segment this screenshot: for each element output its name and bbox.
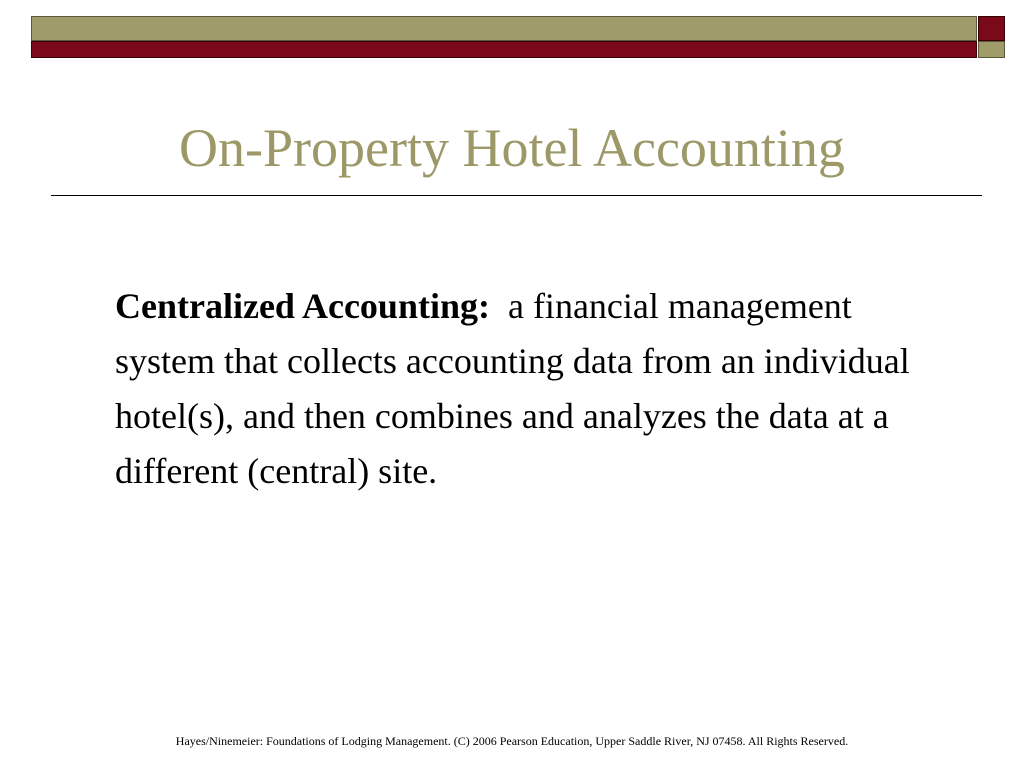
header-band-olive [31,16,977,41]
definition-paragraph [115,279,945,499]
slide-title: On-Property Hotel Accounting [179,118,845,178]
definition-term: Centralized Accounting: [115,286,490,326]
definition-text: a financial management system that collects accounting data from an individual hotel(s), and then combines and analyzes the data at a different (central) site. [115,286,910,491]
header-corner-olive [978,41,1005,58]
title-divider [51,195,982,196]
footer-copyright: Hayes/Ninemeier: Foundations of Lodging Management. (C) 2006 Pearson Education, Upper Saddle River, NJ 07458. All Rights Reserved. [175,734,849,748]
header-band-red [31,41,977,58]
header-corner-red [978,16,1005,41]
